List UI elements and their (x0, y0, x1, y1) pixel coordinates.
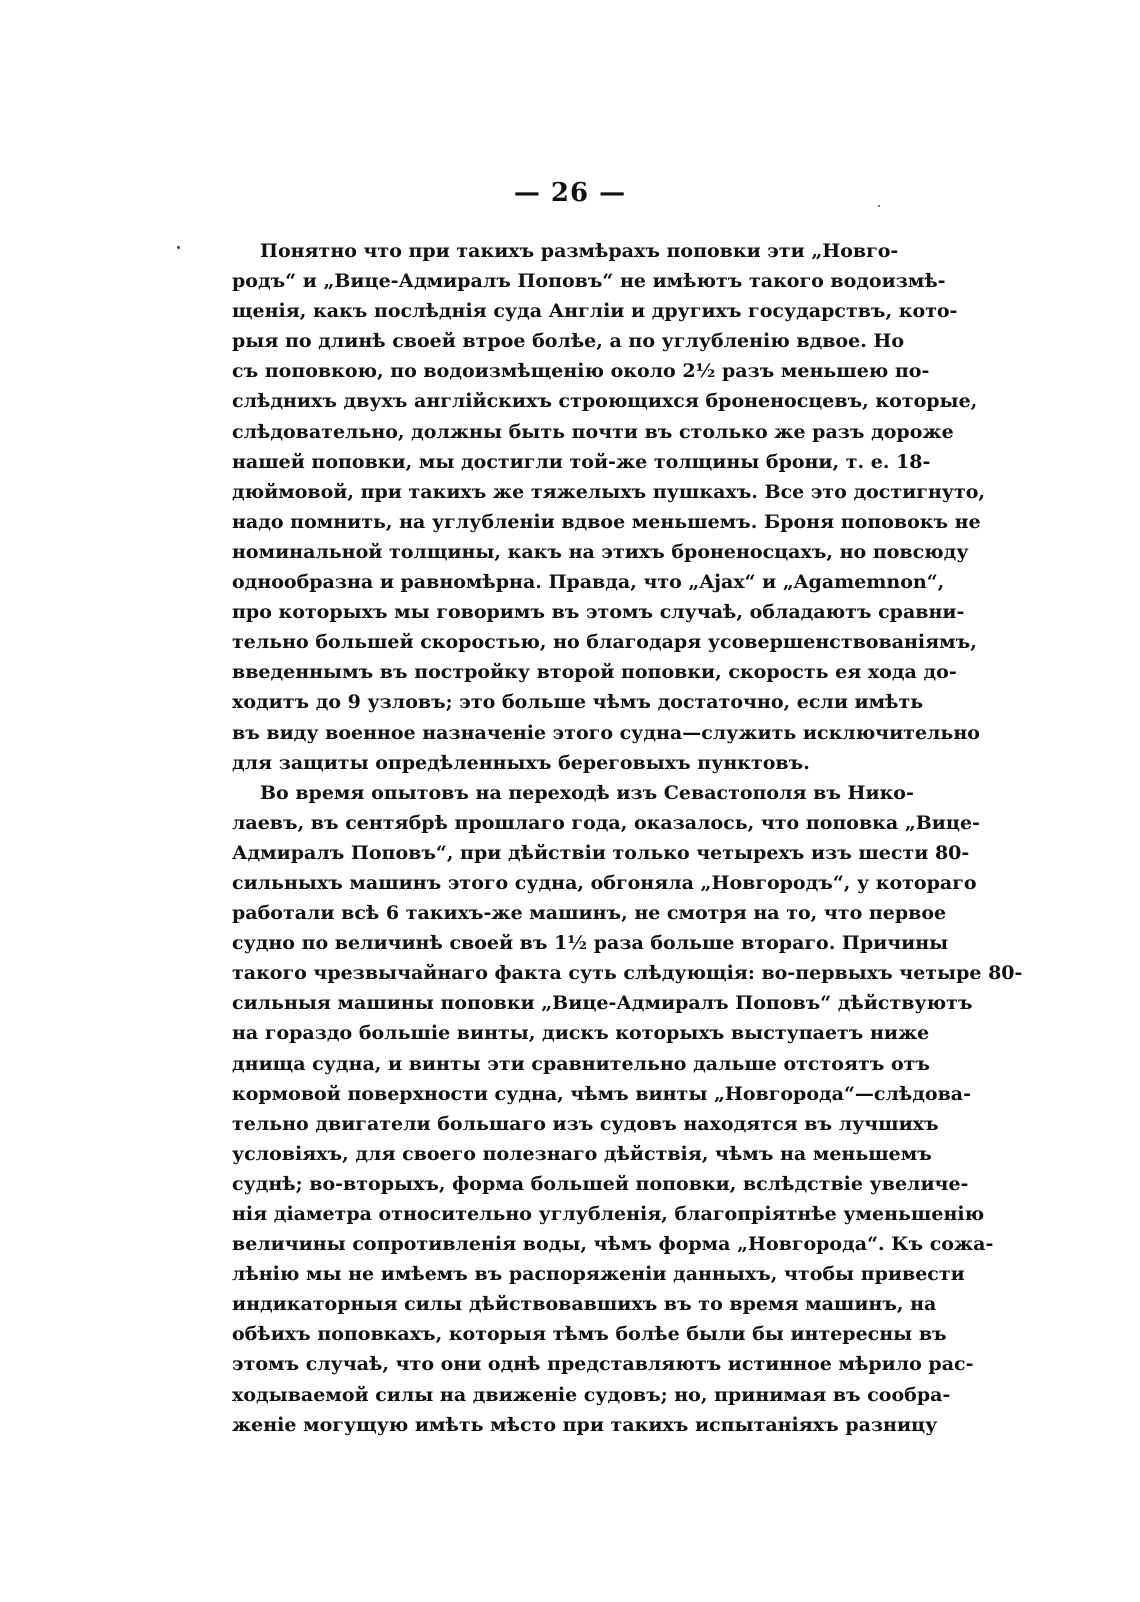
text-line: ходитъ до 9 узловъ; это больше чѣмъ достаточно, если имѣть (232, 691, 924, 714)
text-line: судно по величинѣ своей въ 1½ раза больше втораго. Причины (232, 932, 949, 955)
text-line: Во время опытовъ на переходѣ изъ Севастополя въ Нико- (260, 781, 914, 804)
text-line: нія діаметра относительно углубленія, благопріятнѣе уменьшенію (232, 1203, 985, 1225)
text-line: щенія, какъ послѣднія суда Англіи и другихъ государствъ, кото- (232, 300, 958, 323)
text-line: сильныя машины поповки „Вице-Адмиралъ Поповъ“ дѣйствуютъ (232, 992, 973, 1015)
text-line: этомъ случаѣ, что они однѣ представляютъ истинное мѣрило рас- (232, 1353, 974, 1376)
text-line: рыя по длинѣ своей втрое болѣе, а по углубленію вдвое. Но (232, 330, 905, 353)
text-line: родъ“ и „Вице-Адмиралъ Поповъ“ не имѣютъ такого водоизмѣ- (232, 270, 946, 293)
dust-speck (177, 246, 180, 249)
text-line: работали всѣ 6 такихъ-же машинъ, не смотря на то, что первое (232, 902, 947, 925)
text-line: введеннымъ въ постройку второй поповки, скорость ея хода до- (232, 661, 957, 684)
text-line: лаевъ, въ сентябрѣ прошлаго года, оказалось, что поповка „Вице- (232, 811, 980, 834)
text-line: на гораздо большіе винты, дискъ которыхъ выступаетъ ниже (232, 1022, 930, 1045)
text-line: кормовой поверхности судна, чѣмъ винты „Новгорода“—слѣдова- (232, 1082, 971, 1105)
text-line: величины сопротивленія воды, чѣмъ форма „Новгорода“. Къ сожа- (232, 1233, 994, 1256)
text-line: обѣихъ поповкахъ, которыя тѣмъ болѣе были бы интересны въ (232, 1323, 947, 1346)
text-line: ходываемой силы на движеніе судовъ; но, принимая въ сообра- (232, 1383, 951, 1406)
text-line: нашей поповки, мы достигли той-же толщины брони, т. е. 18- (232, 450, 931, 473)
dust-speck (878, 205, 880, 207)
text-line: слѣднихъ двухъ англійскихъ строющихся броненосцевъ, которые, (232, 390, 978, 413)
text-line: индикаторныя силы дѣйствовавшихъ въ то время машинъ, на (232, 1293, 937, 1316)
text-line: такого чрезвычайнаго факта суть слѣдующія: во-первыхъ четыре 80- (232, 962, 1023, 985)
page-number: — 26 — (513, 178, 627, 208)
text-line: женіе могущую имѣть мѣсто при такихъ испытаніяхъ разницу (232, 1413, 938, 1436)
text-line: дюймовой, при такихъ же тяжелыхъ пушкахъ. Все это достигнуто, (232, 480, 986, 503)
text-line: лѣнію мы не имѣемъ въ распоряженіи данныхъ, чтобы привести (232, 1263, 965, 1286)
text-line: для защиты опредѣленныхъ береговыхъ пунктовъ. (232, 751, 810, 774)
text-line: надо помнить, на углубленіи вдвое меньшемъ. Броня поповокъ не (232, 510, 981, 533)
text-line: тельно двигатели большаго изъ судовъ находятся въ лучшихъ (232, 1112, 939, 1135)
text-line: Понятно что при такихъ размѣрахъ поповки эти „Новго- (260, 240, 899, 262)
text-line: сильныхъ машинъ этого судна, обгоняла „Новгородъ“, у котораго (232, 871, 977, 894)
text-line: днища судна, и винты эти сравнительно дальше отстоятъ отъ (232, 1052, 930, 1075)
text-line: въ виду военное назначеніе этого судна—служить исключительно (232, 721, 980, 744)
text-line: Адмиралъ Поповъ“, при дѣйствіи только четырехъ изъ шести 80- (232, 841, 970, 864)
text-line: суднѣ; во-вторыхъ, форма большей поповки, вслѣдствіе увеличе- (232, 1172, 969, 1195)
text-line: слѣдовательно, должны быть почти въ столько же разъ дороже (232, 420, 954, 443)
text-line: номинальной толщины, какъ на этихъ броненосцахъ, но повсюду (232, 540, 969, 563)
text-line: съ поповкою, по водоизмѣщенію около 2½ разъ меньшею по- (232, 360, 930, 383)
text-line: условіяхъ, для своего полезнаго дѣйствія, чѣмъ на меньшемъ (232, 1142, 932, 1165)
text-line: про которыхъ мы говоримъ въ этомъ случаѣ, обладаютъ сравни- (232, 601, 965, 624)
text-line: тельно большей скоростью, но благодаря усовершенствованіямъ, (232, 631, 977, 654)
text-line: однообразна и равномѣрна. Правда, что „Ajax“ и „Agamemnon“, (232, 571, 945, 594)
body-text (232, 236, 1023, 1440)
